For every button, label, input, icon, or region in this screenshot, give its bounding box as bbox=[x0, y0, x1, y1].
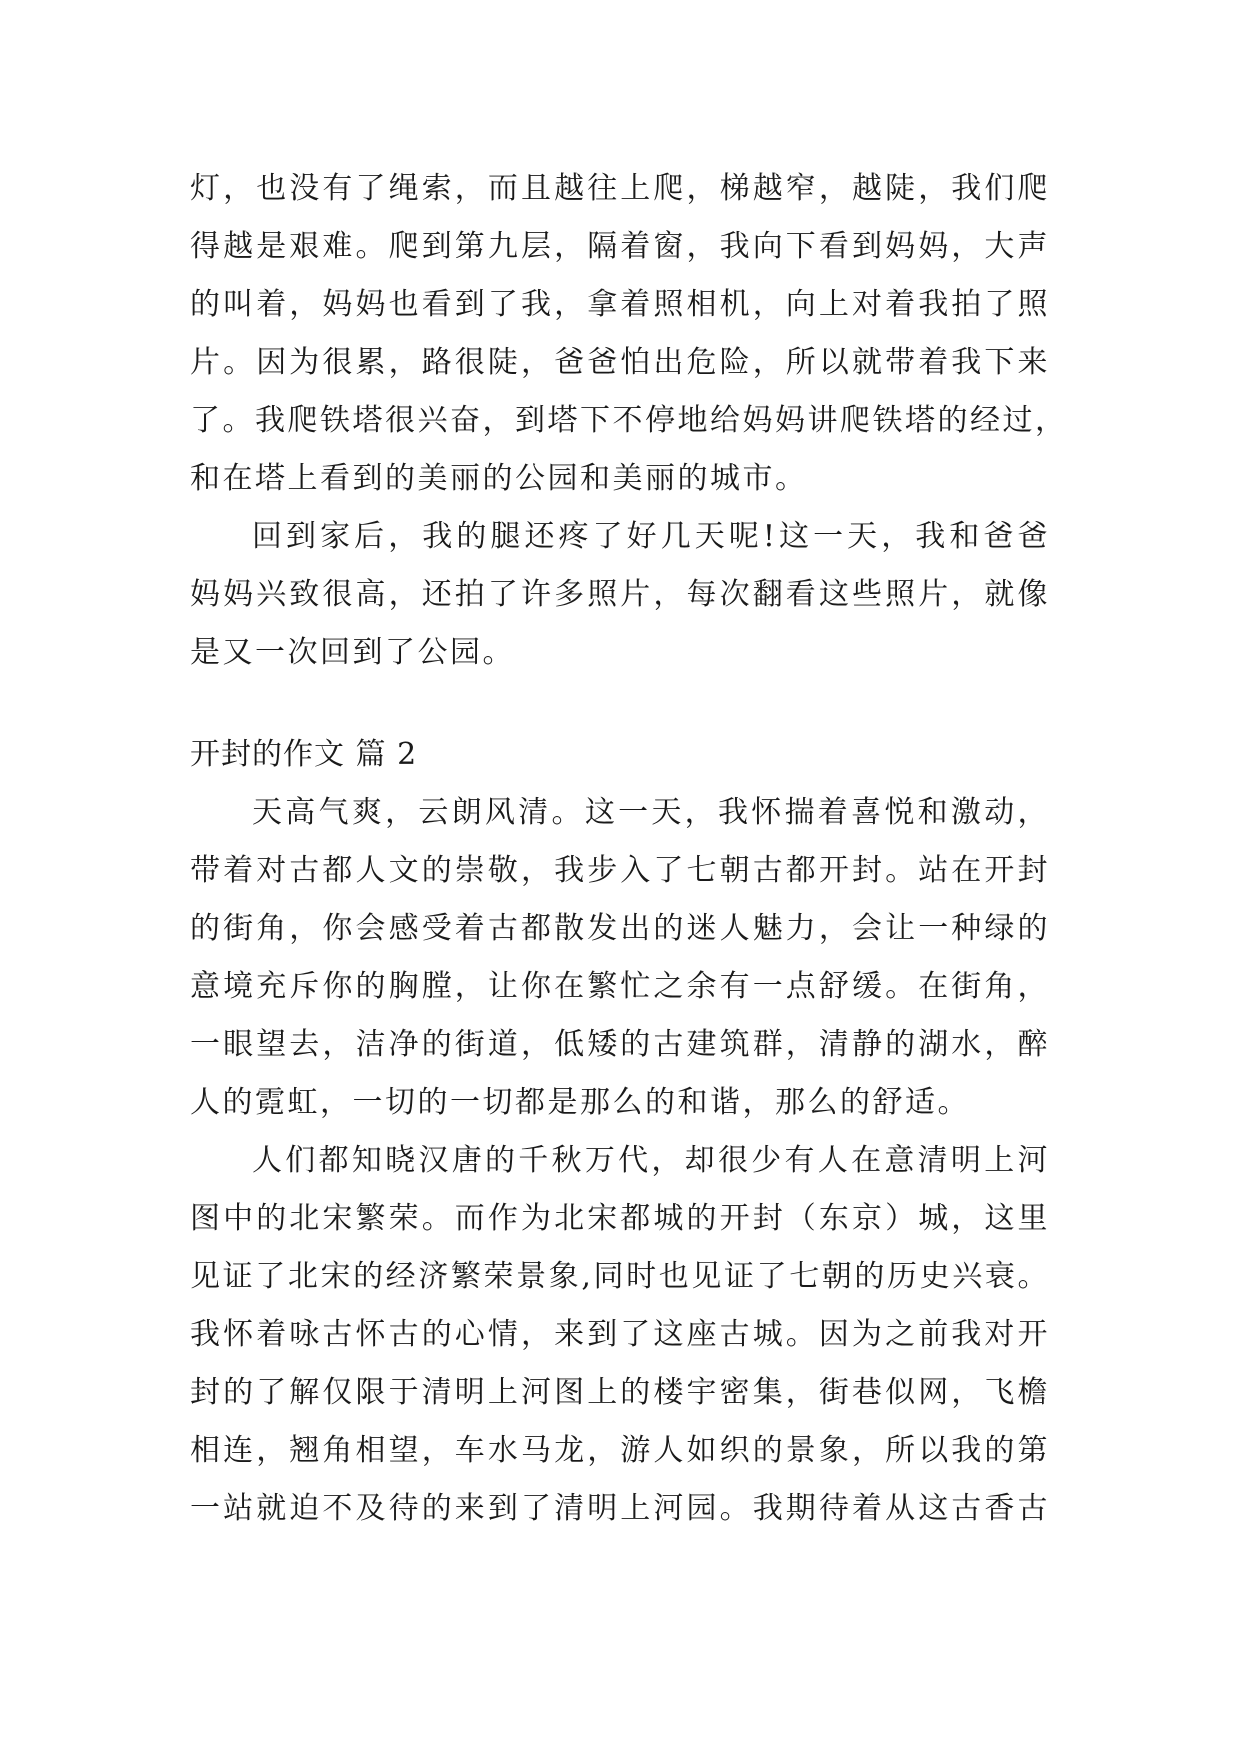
text-line: 见证了北宋的经济繁荣景象,同时也见证了七朝的历史兴衰。 bbox=[190, 1259, 1050, 1294]
text-line: 人的霓虹，一切的一切都是那么的和谐，那么的舒适。 bbox=[190, 1085, 970, 1120]
section-heading: 开封的作文 篇 2 bbox=[190, 737, 418, 772]
text-line: 意境充斥你的胸膛，让你在繁忙之余有一点舒缓。在街角， bbox=[190, 969, 1050, 1004]
text-line: 了。我爬铁塔很兴奋，到塔下不停地给妈妈讲爬铁塔的经过， bbox=[190, 403, 1068, 438]
text-line: 一站就迫不及待的来到了清明上河园。我期待着从这古香古 bbox=[190, 1491, 1050, 1526]
text-line: 一眼望去，洁净的街道，低矮的古建筑群，清静的湖水，醉 bbox=[190, 1027, 1050, 1062]
text-line: 片。因为很累，路很陡，爸爸怕出危险，所以就带着我下来 bbox=[190, 345, 1050, 380]
text-line: 妈妈兴致很高，还拍了许多照片，每次翻看这些照片，就像 bbox=[190, 577, 1050, 612]
text-line: 灯，也没有了绳索，而且越往上爬，梯越窄，越陡，我们爬 bbox=[190, 171, 1050, 206]
text-line: 相连，翘角相望，车水马龙，游人如织的景象，所以我的第 bbox=[190, 1433, 1050, 1468]
text-line: 封的了解仅限于清明上河图上的楼宇密集，街巷似网，飞檐 bbox=[190, 1375, 1050, 1410]
text-line: 人们都知晓汉唐的千秋万代，却很少有人在意清明上河 bbox=[252, 1143, 1050, 1178]
text-line: 和在塔上看到的美丽的公园和美丽的城市。 bbox=[190, 461, 808, 496]
text-line: 天高气爽，云朗风清。这一天，我怀揣着喜悦和激动， bbox=[252, 795, 1050, 830]
text-line: 是又一次回到了公园。 bbox=[190, 635, 515, 670]
text-line: 我怀着咏古怀古的心情，来到了这座古城。因为之前我对开 bbox=[190, 1317, 1050, 1352]
paragraph bbox=[190, 508, 1050, 682]
text-line: 回到家后，我的腿还疼了好几天呢!这一天，我和爸爸 bbox=[252, 519, 1050, 554]
text-line: 的叫着，妈妈也看到了我，拿着照相机，向上对着我拍了照 bbox=[190, 287, 1050, 322]
text-line: 带着对古都人文的崇敬，我步入了七朝古都开封。站在开封 bbox=[190, 853, 1050, 888]
paragraph-continued bbox=[190, 160, 1068, 508]
text-line: 图中的北宋繁荣。而作为北宋都城的开封（东京）城，这里 bbox=[190, 1201, 1050, 1236]
text-line: 得越是艰难。爬到第九层，隔着窗，我向下看到妈妈，大声 bbox=[190, 229, 1050, 264]
document-body bbox=[190, 160, 1068, 1538]
section-gap bbox=[190, 682, 1050, 726]
paragraph bbox=[190, 784, 1050, 1132]
text-line: 的街角，你会感受着古都散发出的迷人魅力，会让一种绿的 bbox=[190, 911, 1050, 946]
paragraph bbox=[190, 1132, 1050, 1538]
